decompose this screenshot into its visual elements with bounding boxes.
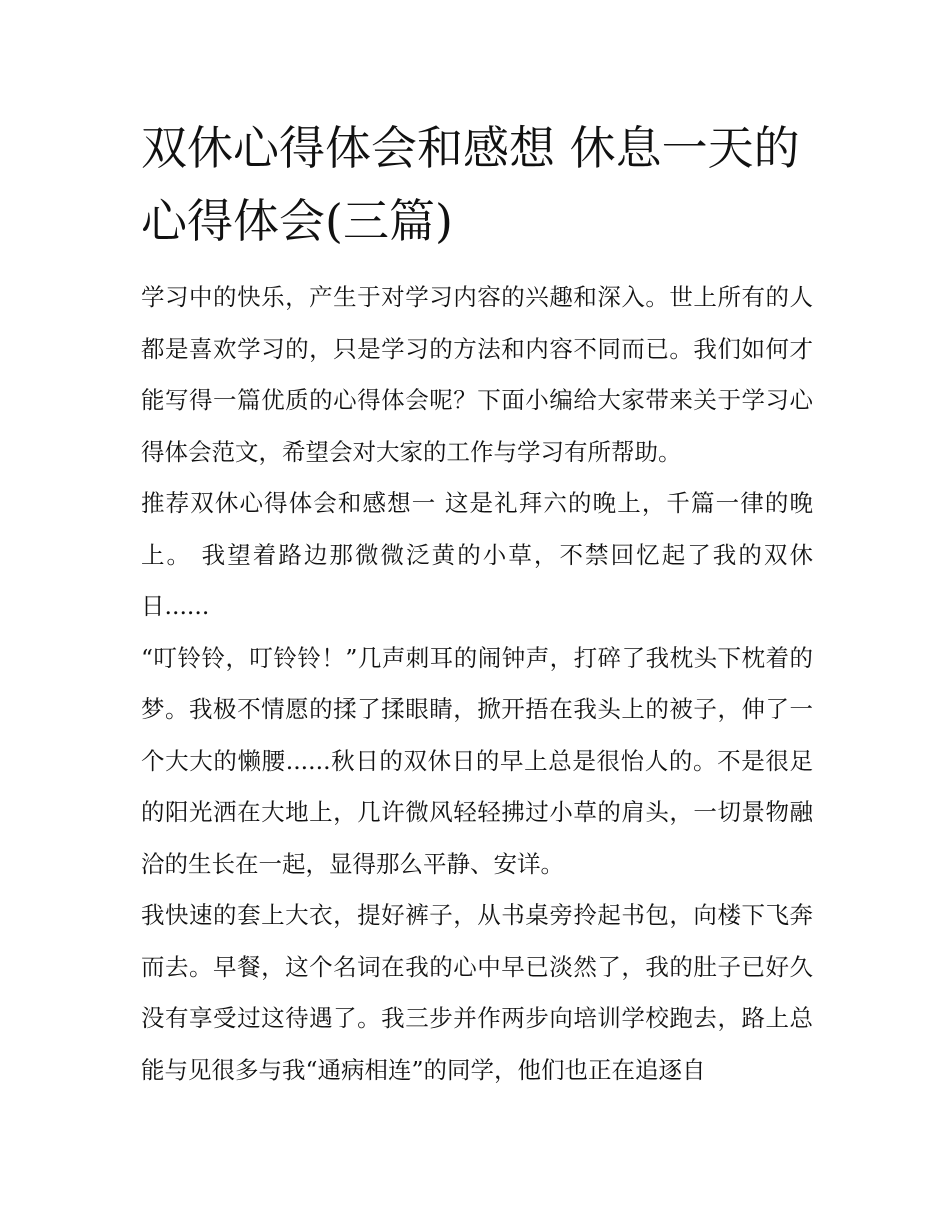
paragraph-recommend: 推荐双休心得体会和感想一 这是礼拜六的晚上，千篇一律的晚上。 我望着路边那微微泛黄的小草，不禁回忆起了我的双休日...... xyxy=(141,489,813,620)
paragraph-morning: 我快速的套上大衣，提好裤子，从书桌旁拎起书包，向楼下飞奔而去。早餐，这个名词在我的心中早已淡然了，我的肚子已好久没有享受过这待遇了。我三步并作两步向培训学校跑去，路上总能与见很多与我“通病相连”的同学，他们也正在追逐自 xyxy=(141,901,813,1084)
paragraph-intro: 学习中的快乐，产生于对学习内容的兴趣和深入。世上所有的人都是喜欢学习的，只是学习的方法和内容不同而已。我们如何才能写得一篇优质的心得体会呢？下面小编给大家带来关于学习心得体会范文，希望会对大家的工作与学习有所帮助。 xyxy=(141,283,813,466)
document-title: 双休心得体会和感想 休息一天的心得体会(三篇) xyxy=(141,121,800,248)
paragraph-alarm: “叮铃铃，叮铃铃！”几声刺耳的闹钟声，打碎了我枕头下枕着的梦。我极不情愿的揉了揉眼睛，掀开捂在我头上的被子，伸了一个大大的懒腰......秋日的双休日的早上总是很怡人的。不是很足的阳光洒在大地上，几许微风轻轻拂过小草的肩头，一切景物融洽的生长在一起，显得那么平静、安详。 xyxy=(141,643,813,878)
document-body xyxy=(141,112,813,1096)
